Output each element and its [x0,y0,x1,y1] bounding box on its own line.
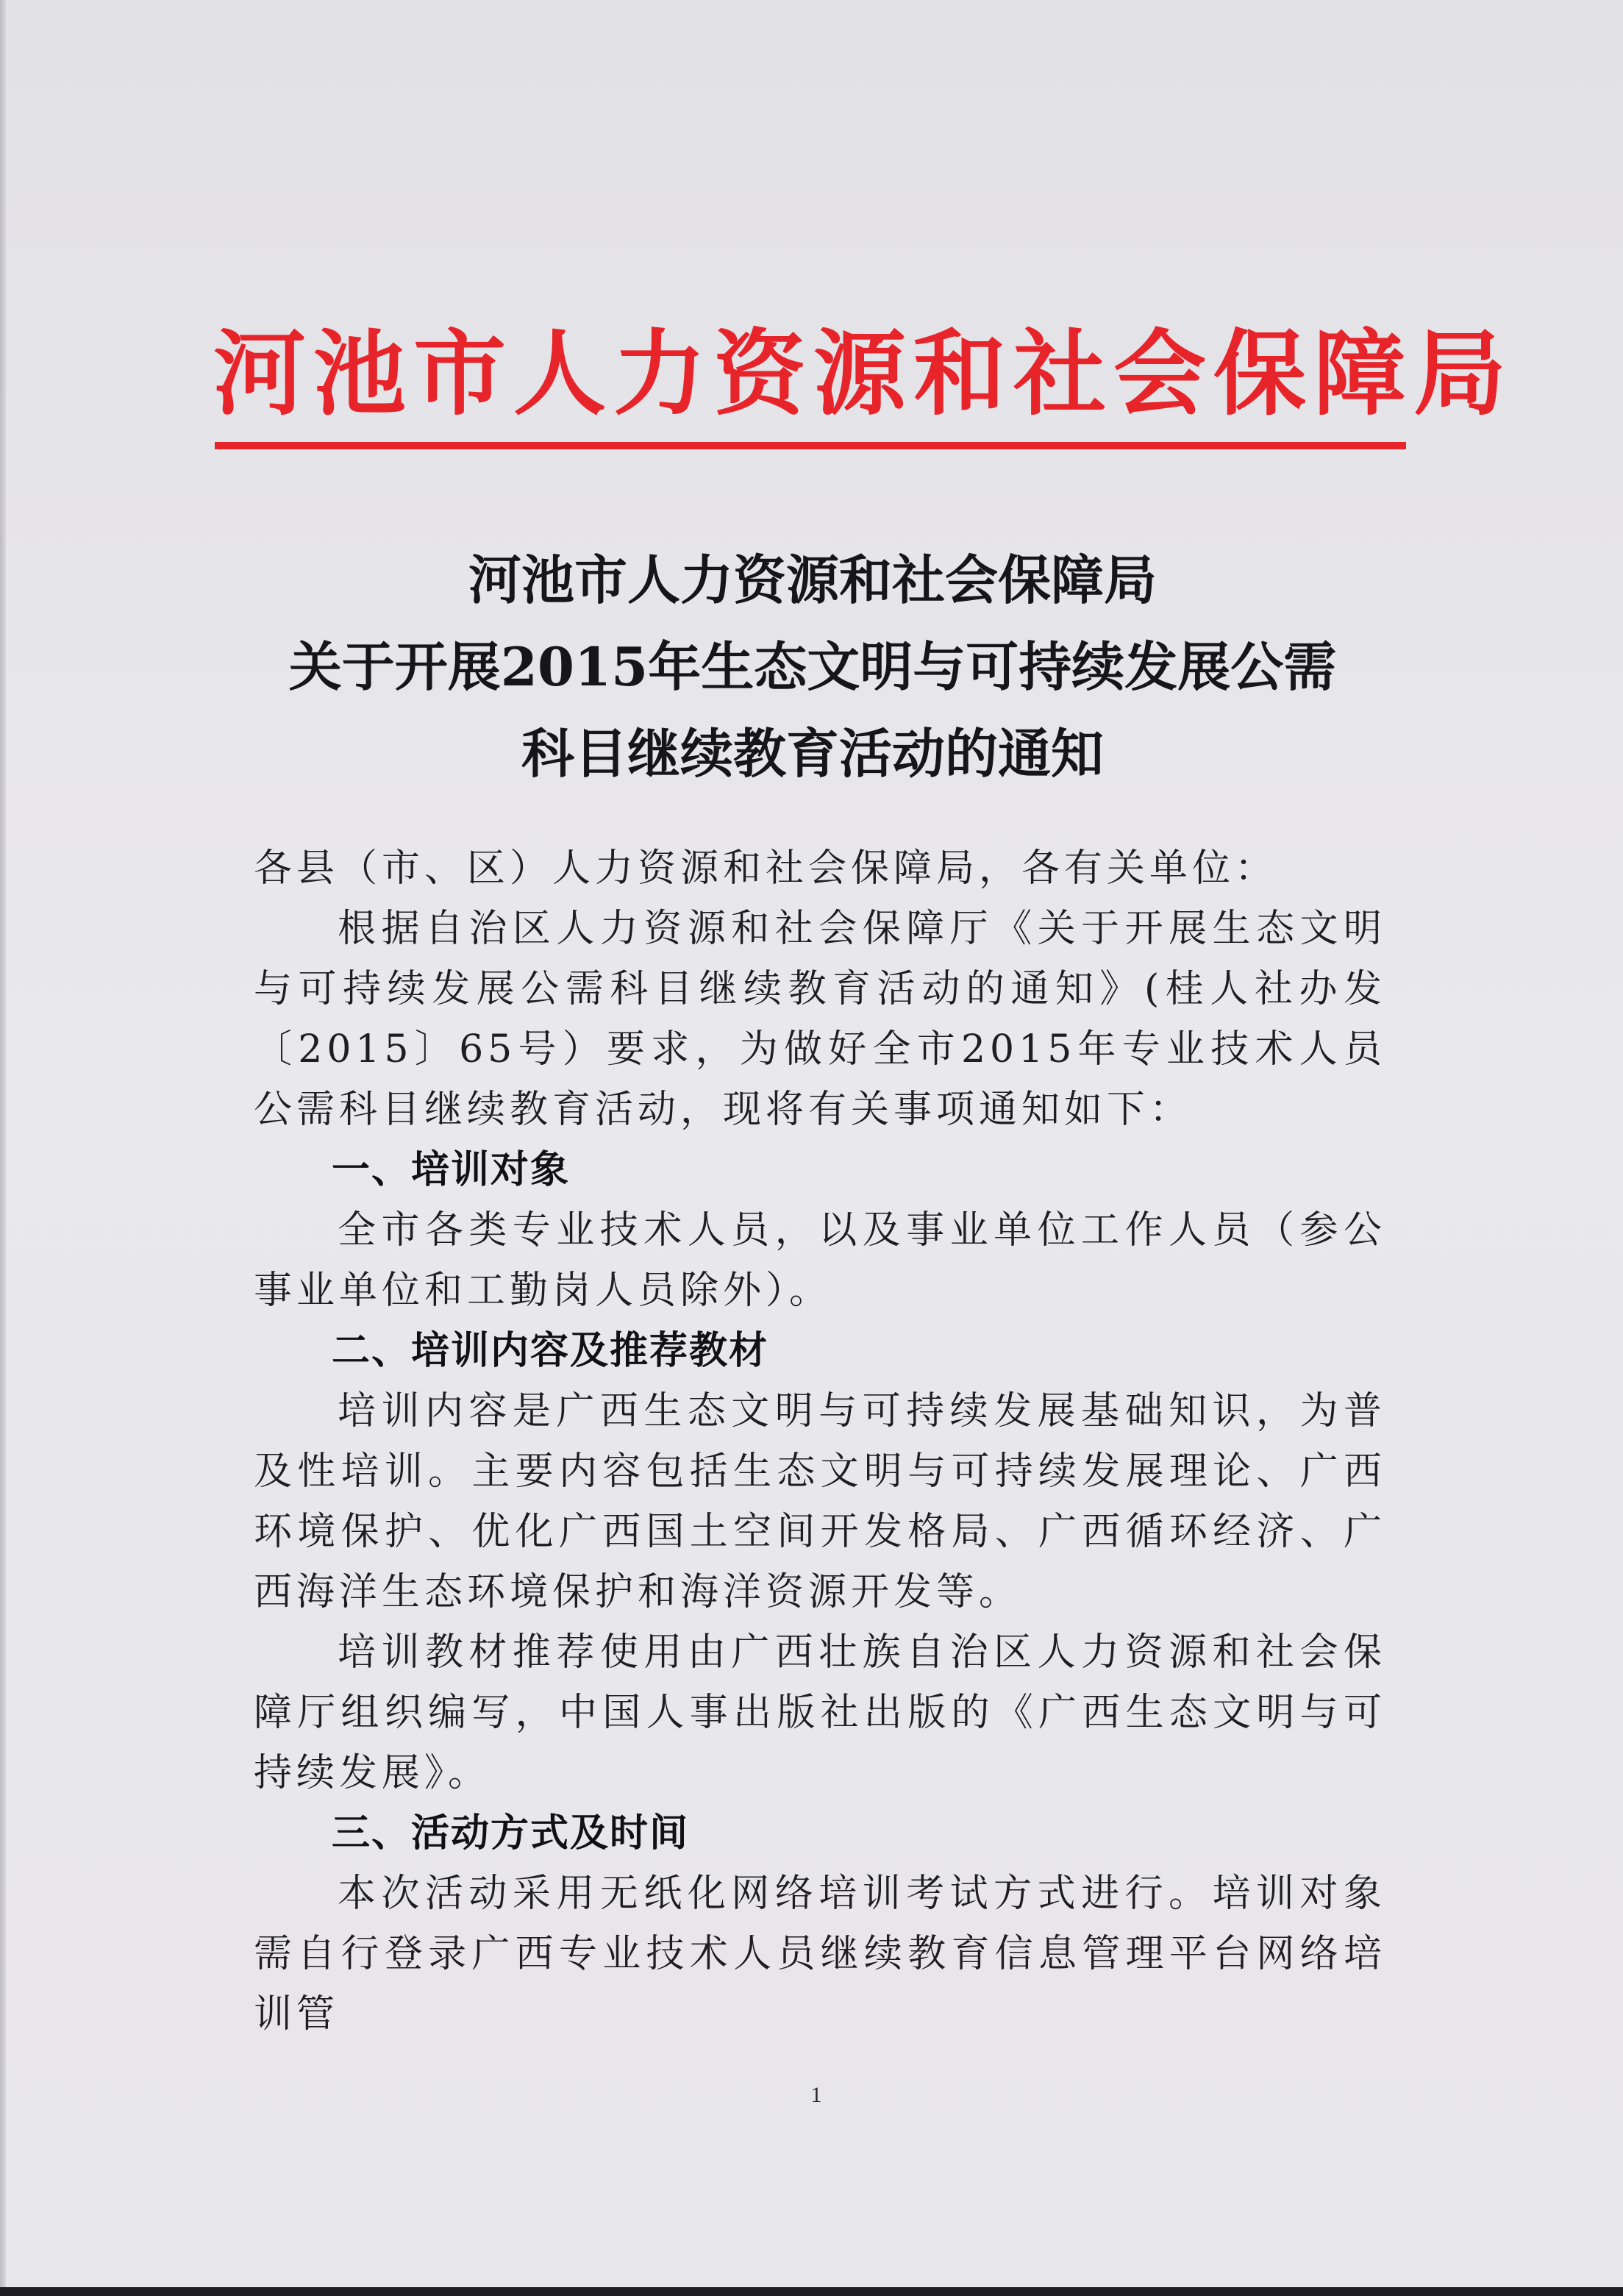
document-body [254,838,1386,2044]
section-2-paragraph-content: 培训内容是广西生态文明与可持续发展基础知识，为普及性培训。主要内容包括生态文明与可持续发展理论、广西环境保护、优化广西国土空间开发格局、广西循环经济、广西海洋生态环境保护和海洋资源开发等。 [254,1389,1386,1614]
intro-paragraph: 根据自治区人力资源和社会保障厅《关于开展生态文明与可持续发展公需科目继续教育活动的通知》(桂人社办发〔2015〕65号）要求，为做好全市2015年专业技术人员公需科目继续教育活动，现将有关事项通知如下： [254,907,1386,1132]
letterhead-org-name: 河池市人力资源和社会保障局 [213,319,1513,428]
letterhead-red-rule [215,442,1406,449]
section-2-paragraph-textbook: 培训教材推荐使用由广西壮族自治区人力资源和社会保障厅组织编写，中国人事出版社出版的《广西生态文明与可持续发展》。 [254,1630,1386,1795]
section-2-heading: 二、培训内容及推荐教材 [332,1329,769,1373]
salutation: 各县（市、区）人力资源和社会保障局，各有关单位： [254,846,1278,891]
title-line-3: 科目继续教育活动的通知 [521,722,1104,785]
scan-edge-bottom [0,2287,1623,2296]
section-1-heading: 一、培训对象 [332,1148,571,1192]
page-number: 1 [810,2083,822,2107]
section-3-heading: 三、活动方式及时间 [332,1811,690,1855]
document-title [147,537,1478,797]
section-3-paragraph: 本次活动采用无纸化网络培训考试方式进行。培训对象需自行登录广西专业技术人员继续教育信息管理平台网络培训管 [254,1872,1386,2036]
section-1-paragraph: 全市各类专业技术人员，以及事业单位工作人员（参公事业单位和工勤岗人员除外）。 [254,1208,1386,1313]
scan-edge-left [0,0,6,2296]
title-line-2: 关于开展2015年生态文明与可持续发展公需 [288,635,1337,698]
title-line-1: 河池市人力资源和社会保障局 [468,549,1157,611]
